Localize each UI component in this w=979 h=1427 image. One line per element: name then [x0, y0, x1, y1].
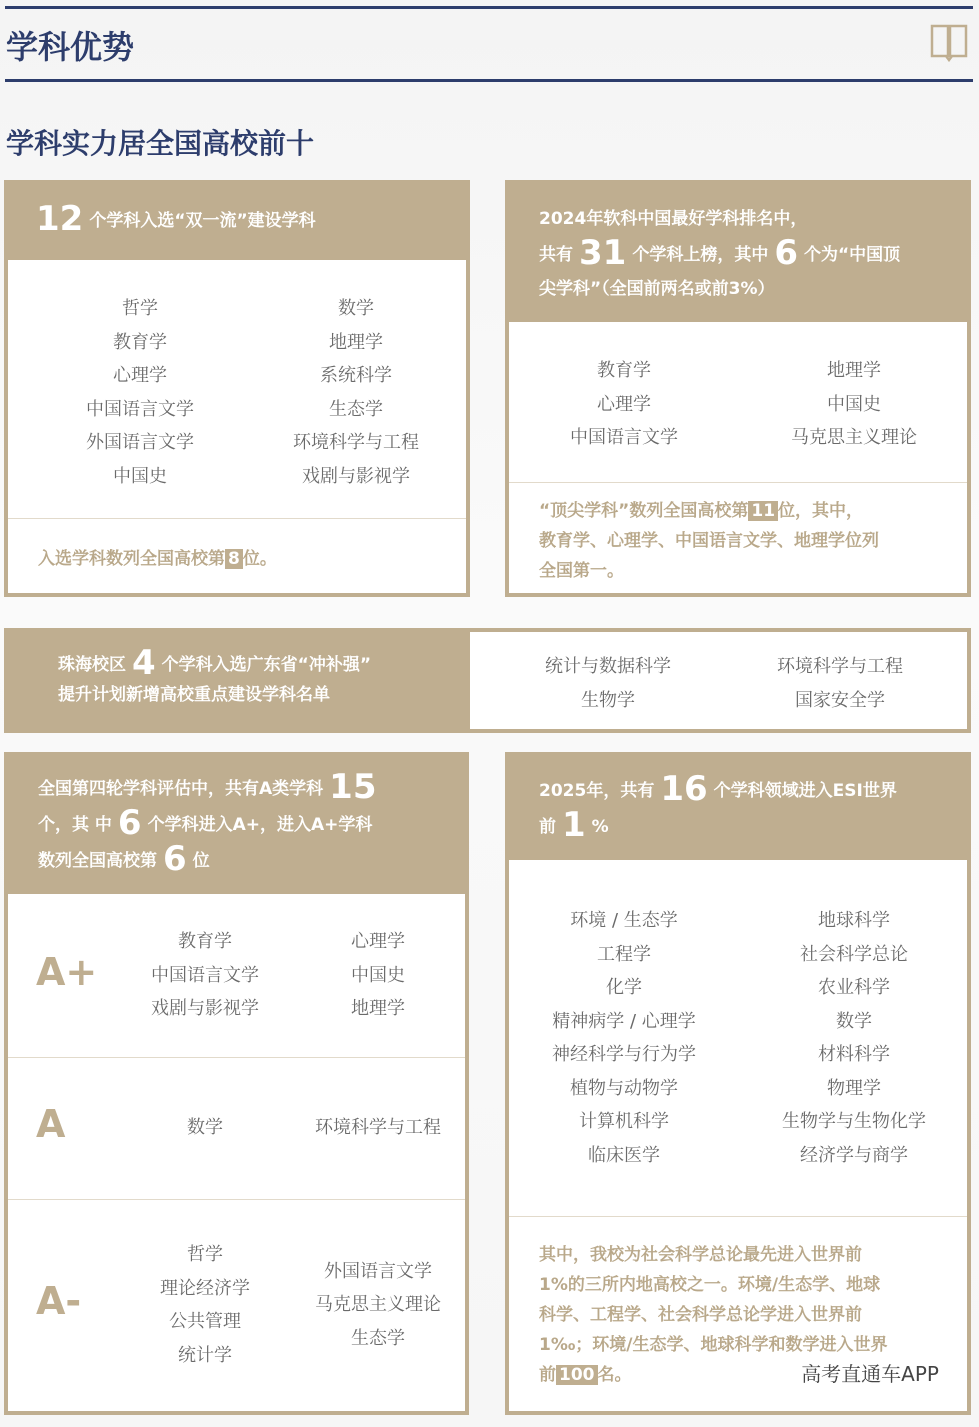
subject-list-left [534, 904, 714, 1172]
subject-item: 统计与数据科学 [545, 656, 671, 677]
subject-item: 社会科学总论 [800, 943, 908, 965]
subject-item: 哲学 [187, 1244, 223, 1265]
subject-list-left [534, 354, 714, 455]
title-rule [5, 79, 973, 82]
subject-item: 地球科学 [818, 910, 890, 931]
subject-item: 环境科学与工程 [293, 432, 419, 453]
subject-item: 计算机科学 [579, 1111, 669, 1132]
top-rule [5, 6, 973, 9]
subject-item: 精神病学 / 心理学 [552, 1010, 696, 1032]
subject-item: 教育学 [178, 931, 232, 953]
subject-item: 戏剧与影视学 [151, 998, 259, 1020]
subject-item: 公共管理 [169, 1311, 241, 1332]
subject-item: 中国语言文学 [86, 398, 194, 420]
grade-label: A- [36, 1279, 82, 1323]
subject-item: 马克思主义理论 [315, 1294, 441, 1316]
subject-item: 植物与动物学 [570, 1077, 678, 1099]
subject-item: 心理学 [113, 365, 167, 386]
subject-item: 中国语言文学 [151, 964, 259, 986]
esi-card: 2025年，共有 16 个学科领域进入ESI世界 前 1 % 环境 / 生态学 工程学 化学 精神病学 / 心理学 神经科学与行为学 植物与动物学 计算机科学 临床医学 地球科学 社会科学总论 农业科学 数学 材料科学 物理学 生物学与生物化学 经济学与商学 其中，我校为社会科学总论最先进入世界前 1%的三所内地高校之一。环境/生态学、地球 科学、工程学、社会科学总论学进入世界前 1‰；环境/生态学、地球科学和数学进入世界 前 100 名。 高考直通车APP [505, 752, 971, 1415]
subject-item: 理论经济学 [160, 1277, 250, 1299]
subject-item: 物理学 [827, 1077, 881, 1099]
subject-item: 教育学 [597, 360, 651, 381]
grade-label: A [36, 1102, 66, 1146]
subject-item: 系统科学 [320, 365, 392, 386]
subject-item: 化学 [606, 977, 642, 998]
subject-item: 地理学 [329, 331, 383, 353]
subject-list-left [518, 650, 698, 717]
subject-item: 生态学 [351, 1327, 405, 1349]
subject-item: 农业科学 [818, 977, 890, 998]
subject-list-right [750, 650, 930, 717]
subject-item: 地理学 [351, 998, 405, 1020]
book-icon [929, 22, 969, 62]
subject-item: 中国语言文学 [570, 427, 678, 448]
subject-list-left [120, 925, 290, 1026]
guangdong-plan-card: 珠海校区 4 个学科入选广东省“冲补强” 提升计划新增高校重点建设学科名单 统计与数据科学 生物学 环境科学与工程 国家安全学 [4, 628, 971, 733]
subject-item: 生物学与生物化学 [782, 1111, 926, 1132]
subject-list-right [293, 1255, 463, 1356]
subject-list-left [120, 1238, 290, 1372]
grade-label: A+ [36, 949, 98, 994]
subject-list-left [50, 292, 230, 493]
subject-item: 国家安全学 [795, 689, 885, 711]
subject-item: 环境科学与工程 [315, 1117, 441, 1139]
discipline-evaluation-card: 全国第四轮学科评估中，共有A类学科 15 个，其 中 6 个学科进入A+，进入A+学科 数列全国高校第 6 位 A+ 教育学 中国语言文学 戏剧与影视学 心理学 中国史 地理学 A 数学 环境科学与工程 A- 哲学 理论经济学 公共管理 统计学 外国语言文学 马克思主义理论 生态学 [4, 752, 469, 1415]
subject-item: 生态学 [329, 398, 383, 420]
subject-item: 数学 [836, 1010, 872, 1032]
subject-item: 外国语言文学 [86, 432, 194, 453]
subject-item: 戏剧与影视学 [302, 465, 410, 487]
top-discipline-card: 2024年软科中国最好学科排名中， 共有 31 个学科上榜，其中 6 个为“中国顶 尖学科”（全国前两名或前3%） 教育学 心理学 中国语言文学 地理学 中国史 马克思主义理论 “顶尖学科”数列全国高校第 11 位，其中， 教育学、心理学、中国语言文学、地理学位列 全国第一。 [505, 180, 971, 597]
subject-item: 数学 [187, 1117, 223, 1139]
subject-list-right [764, 354, 944, 455]
section-title: 学科实力居全国高校前十 [6, 127, 315, 160]
double-first-class-card: 12 个学科入选“双一流”建设学科 哲学 教育学 心理学 中国语言文学 外国语言文学 中国史 数学 地理学 系统科学 生态学 环境科学与工程 戏剧与影视学 入选学科数列全国高校第 8 位。 [4, 180, 470, 597]
subject-item: 环境科学与工程 [777, 656, 903, 677]
subject-item: 经济学与商学 [800, 1144, 908, 1166]
subject-list-right [293, 1111, 463, 1145]
subject-item: 外国语言文学 [324, 1260, 432, 1282]
subject-item: 心理学 [597, 393, 651, 415]
subject-item: 中国史 [351, 964, 405, 986]
subject-item: 地理学 [827, 360, 881, 381]
card-footnote: “顶尖学科”数列全国高校第 11 位，其中， 教育学、心理学、中国语言文学、地理学位列 全国第一。 [539, 501, 879, 581]
subject-item: 神经科学与行为学 [552, 1044, 696, 1065]
subject-list-left [120, 1111, 290, 1145]
card-footnote: 其中，我校为社会科学总论最先进入世界前 1%的三所内地高校之一。环境/生态学、地球 科学、工程学、社会科学总论学进入世界前 1‰；环境/生态学、地球科学和数学进入世界 前 100 名。 [539, 1245, 888, 1385]
subject-list-right [266, 292, 446, 493]
subject-item: 哲学 [122, 298, 158, 319]
subject-list-right [764, 904, 944, 1172]
subject-item: 马克思主义理论 [791, 427, 917, 448]
watermark: 高考直通车APP [801, 1362, 939, 1386]
page-title: 学科优势 [6, 28, 135, 66]
subject-item: 心理学 [351, 931, 405, 953]
subject-item: 数学 [338, 298, 374, 319]
subject-item: 材料科学 [818, 1044, 890, 1065]
subject-item: 环境 / 生态学 [570, 910, 678, 931]
subject-item: 中国史 [113, 465, 167, 487]
subject-item: 统计学 [178, 1344, 232, 1366]
subject-item: 生物学 [581, 689, 635, 711]
subject-item: 中国史 [827, 393, 881, 415]
subject-item: 临床医学 [588, 1144, 660, 1166]
subject-list-right [293, 925, 463, 1026]
subject-item: 教育学 [113, 331, 167, 353]
subject-item: 工程学 [597, 943, 651, 965]
card-footnote: 入选学科数列全国高校第 8 位。 [38, 549, 277, 569]
